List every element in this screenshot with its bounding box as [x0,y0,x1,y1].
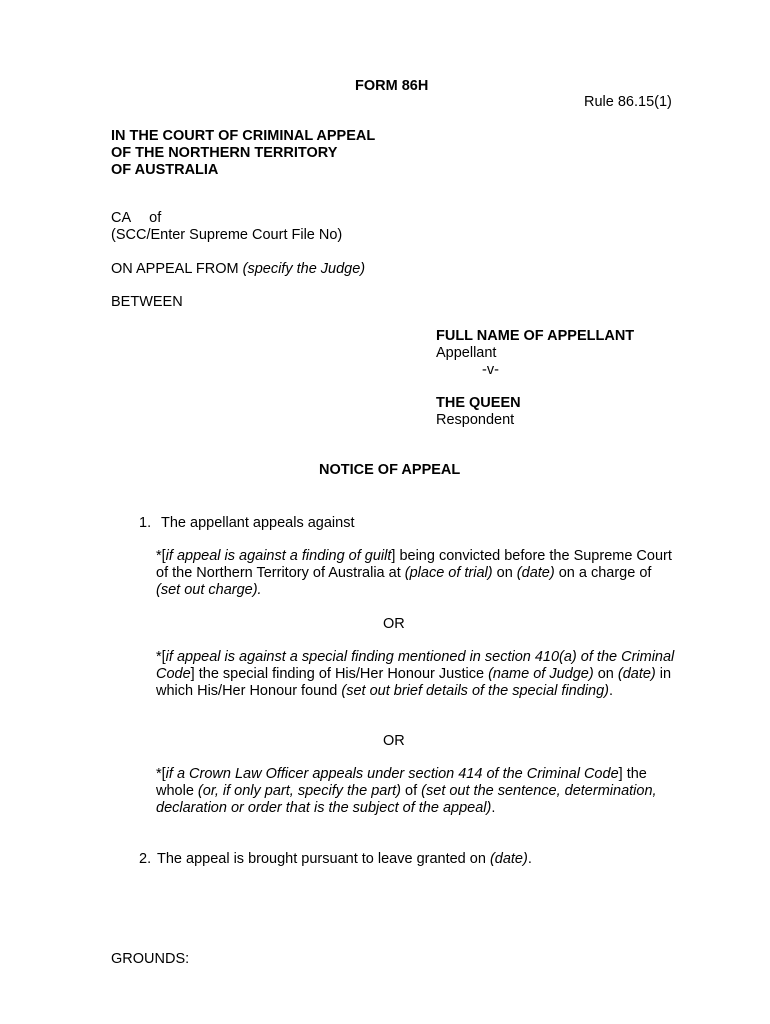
between-label: BETWEEN [111,294,183,310]
form-title: FORM 86H [355,78,429,94]
notice-title: NOTICE OF APPEAL [319,462,461,478]
item-2-text-line: The appeal is brought pursuant to leave granted on (date). [157,851,532,867]
appellant-name: FULL NAME OF APPELLANT [436,328,635,344]
court-line-1: IN THE COURT OF CRIMINAL APPEAL [111,128,376,144]
versus: -v- [482,362,499,378]
item-2-date: (date) [489,851,528,867]
item-1-number: 1. [139,515,152,531]
rule-reference: Rule 86.15(1) [584,94,672,110]
on-appeal-from-label: ON APPEAL FROM [111,261,243,277]
on-appeal-from-line [111,261,365,278]
option-a-paragraph: *[if appeal is against a finding of guilt] being convicted before the Supreme Court of the Northern Territory of Australia at (place of trial) on (date) on a charge of (set out charge). [156,548,672,598]
respondent-role: Respondent [436,412,515,428]
specify-judge: (specify the Judge) [242,261,366,277]
or-divider-2: OR [383,733,405,749]
or-divider-1: OR [383,616,405,632]
grounds-heading: GROUNDS: [111,951,190,967]
file-number: (SCC/Enter Supreme Court File No) [111,227,343,243]
court-line-2: OF THE NORTHERN TERRITORY [111,145,338,161]
appellant-role: Appellant [436,345,497,361]
item-1-text: The appellant appeals against [161,515,355,531]
item-2-text: The appeal is brought pursuant to leave granted on [157,851,490,867]
ca-label: CA [111,210,132,226]
option-b-paragraph: *[if appeal is against a special finding mentioned in section 410(a) of the Criminal Code] the special finding of His/Her Honour Justice (name of Judge) on (date) in which His/Her Honour found (set out brief details of the special finding). [156,649,675,699]
of-label: of [149,210,162,226]
court-line-3: OF AUSTRALIA [111,162,219,178]
item-2-number: 2. [139,851,152,867]
respondent-name: THE QUEEN [436,395,521,411]
case-number-line [111,210,161,227]
option-c-paragraph: *[if a Crown Law Officer appeals under section 414 of the Criminal Code] the whole (or, if only part, specify the part) of (set out the sentence, determination, declaration or order that is the subject of the appeal). [156,766,657,816]
